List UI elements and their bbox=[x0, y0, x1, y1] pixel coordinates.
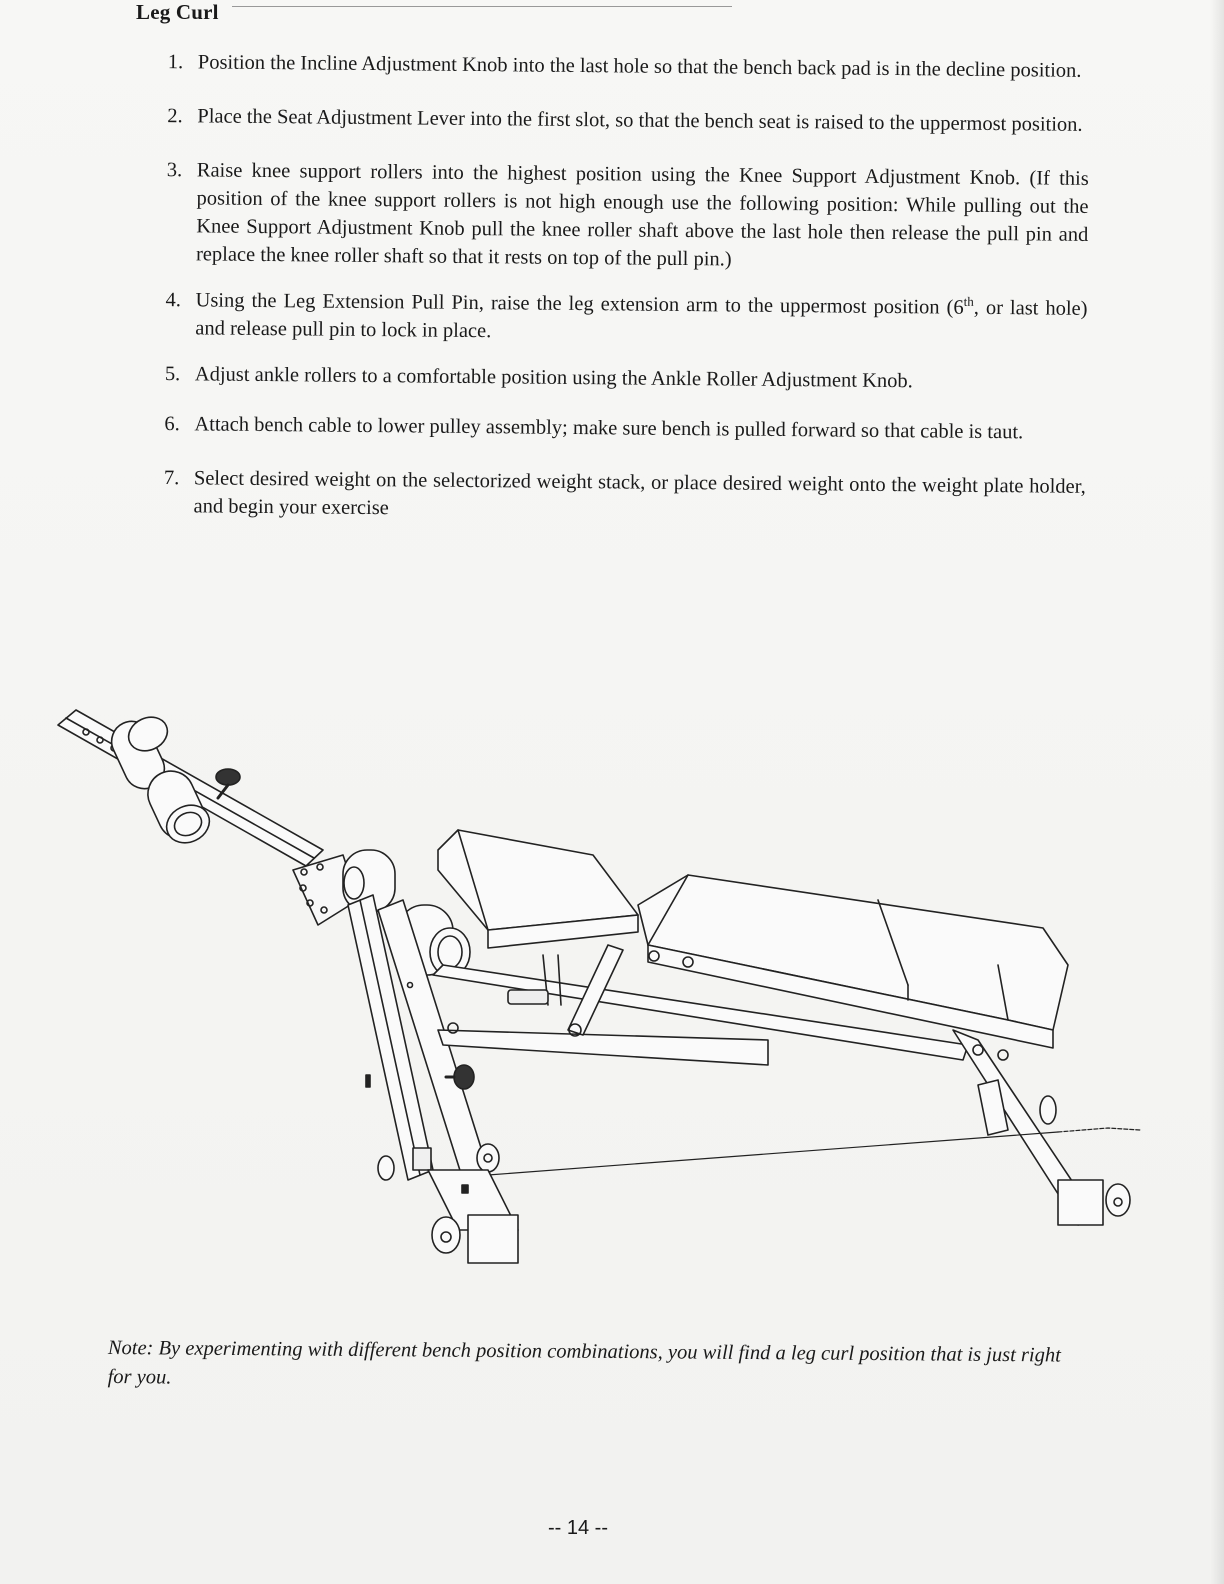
instruction-step bbox=[155, 464, 1085, 529]
top-rule bbox=[232, 6, 732, 7]
instruction-step bbox=[160, 48, 1090, 85]
bench-back-pad bbox=[638, 875, 1068, 1048]
instruction-step bbox=[157, 360, 1087, 397]
step-text: Place the Seat Adjustment Lever into the first slot, so that the bench seat is raised to the uppermost position. bbox=[197, 105, 1083, 136]
step-number: 4. bbox=[165, 289, 182, 312]
section-heading: Leg Curl bbox=[136, 0, 219, 24]
ordinal-suffix: th bbox=[963, 293, 974, 309]
step-number: 1. bbox=[167, 51, 184, 74]
ankle-roller-knob bbox=[216, 769, 240, 798]
note-text: Note: By experimenting with different bench position combinations, you will find a leg curl position that is just right for you. bbox=[107, 1336, 1061, 1389]
step-number: 3. bbox=[166, 159, 183, 182]
step-number: 6. bbox=[164, 413, 180, 436]
instruction-step bbox=[157, 286, 1087, 351]
front-base bbox=[378, 1144, 518, 1263]
instruction-step bbox=[159, 102, 1089, 139]
step-number: 5. bbox=[164, 363, 181, 386]
instruction-step bbox=[158, 156, 1089, 277]
bench-seat-pad bbox=[438, 830, 638, 948]
step-text: Adjust ankle rollers to a comfortable position using the Ankle Roller Adjustment Knob. bbox=[194, 363, 913, 393]
page-number: -- 14 -- bbox=[548, 1517, 608, 1539]
step-text-part: , or last hole) and release pull pin to lock in place. bbox=[195, 296, 1088, 343]
instruction-step bbox=[156, 410, 1086, 447]
step-text bbox=[195, 286, 1087, 351]
step-text-part: Using the Leg Extension Pull Pin, raise the leg extension arm to the uppermost position (6 bbox=[195, 289, 964, 319]
step-text: Position the Incline Adjustment Knob into the last hole so that the bench back pad is in the decline position. bbox=[197, 51, 1082, 82]
step-text: Raise knee support rollers into the highest position using the Knee Support Adjustment Knob. (If this position of the knee support rollers is not high enough use the following position: While pulling out the Knee Support Adjustment Knob pull the knee roller shaft above the last hole then release the pull pin and replace the knee roller shaft so that it rests on top of the pull pin.) bbox=[195, 159, 1089, 271]
step-text: Select desired weight on the selectorized weight stack, or place desired weight onto the weight plate holder, and begin your exercise bbox=[193, 467, 1086, 520]
bench-illustration bbox=[48, 700, 1158, 1290]
step-number: 7. bbox=[163, 467, 180, 490]
step-number: 2. bbox=[167, 105, 183, 128]
step-text: Attach bench cable to lower pulley assembly; make sure bench is pulled forward so that cable is taut. bbox=[194, 413, 1024, 444]
page-edge-shadow bbox=[1210, 0, 1224, 1584]
instruction-list bbox=[155, 48, 1090, 555]
